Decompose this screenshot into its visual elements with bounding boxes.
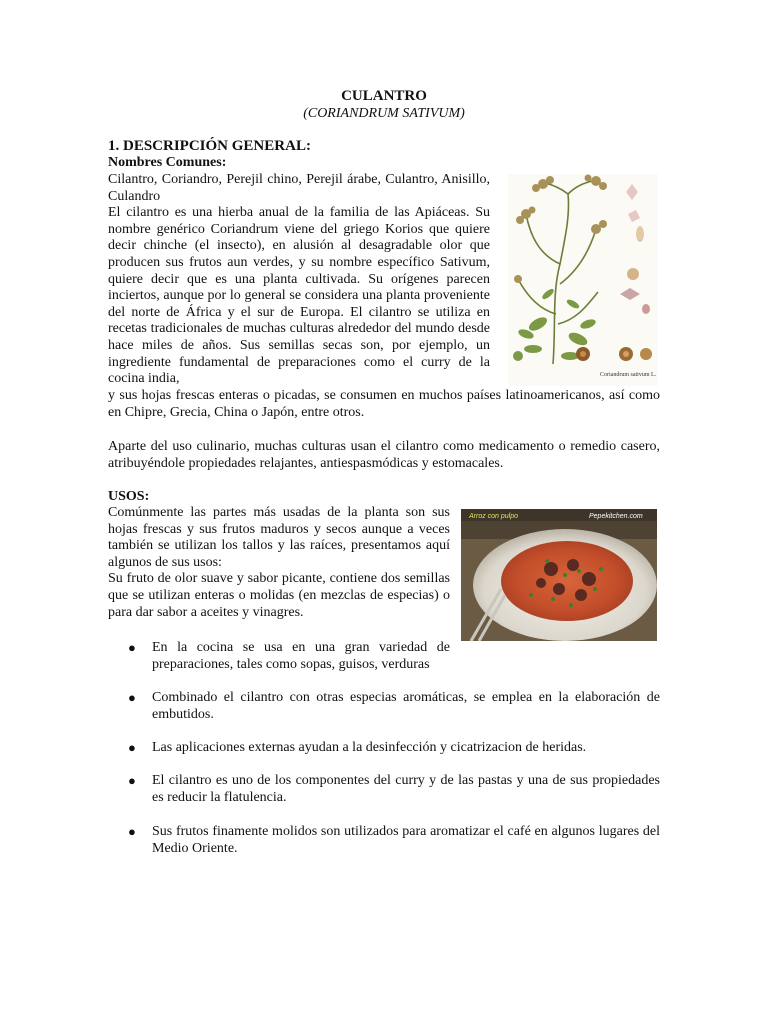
bullet-icon: ● xyxy=(128,773,136,788)
section-heading-descripcion: 1. DESCRIPCIÓN GENERAL: xyxy=(108,138,311,154)
page-subtitle: (CORIANDRUM SATIVUM) xyxy=(303,106,465,121)
common-names-text: Cilantro, Coriandro, Perejil chino, Perejil árabe, Culantro, Anisillo, Culandro xyxy=(108,172,490,204)
bullet-icon: ● xyxy=(128,640,136,655)
bullet-icon: ● xyxy=(128,740,136,755)
section-heading-usos: USOS: xyxy=(108,489,150,504)
photo-caption-left: Arroz con pulpo xyxy=(469,513,519,520)
usos-fruit-text: Su fruto de olor suave y sabor picante, contiene dos semillas que se utilizan enteras o molidas (en mezclas de especias) o para dar sabor a aceites y vinagres. xyxy=(108,571,450,620)
description-paragraph-continuation: y sus hojas frescas enteras o picadas, se consumen en muchos países latinoamericanos, así como en Chipre, Grecia, China o Japón, entre otros. xyxy=(108,388,660,420)
list-item-text: El cilantro es uno de los componentes del curry y de las pastas y una de sus propiedades es reducir la flatulencia. xyxy=(152,773,660,805)
botanical-caption: Coriandrum sativum L. xyxy=(600,372,657,378)
usos-intro-text: Comúnmente las partes más usadas de la planta son sus hojas frescas y sus frutos maduros y secos aunque a veces también se utilizan los tallos y las raíces, presentamos aquí algunos de sus usos: xyxy=(108,505,450,570)
photo-caption-right: Pepekitchen.com xyxy=(589,513,643,520)
description-paragraph: El cilantro es una hierba anual de la familia de las Apiáceas. Su nombre genérico Coriandrum viene del griego Korios que quiere decir chinche (el insecto), en alusión al desagradable olor que producen sus frutos aun verdes, y su nombre específico Sativum, quiere decir que es una planta cultivada. Su orígenes parecen inciertos, aunque por lo general se considera una planta proveniente del norte de África y el sur de Europa. El cilantro se utiliza en recetas tradicionales de muchas culturas alrededor del mundo desde hace miles de años. Sus semillas secas son, por ejemplo, un ingrediente fundamental de preparaciones como el curry de la cocina india, xyxy=(108,205,490,387)
subheading-nombres-comunes: Nombres Comunes: xyxy=(108,155,227,170)
list-item-text: Las aplicaciones externas ayudan a la desinfección y cicatrizacion de heridas. xyxy=(152,740,587,755)
usos-text-block xyxy=(108,505,450,621)
list-item-text: En la cocina se usa en una gran variedad de preparaciones, tales como sopas, guisos, verduras xyxy=(152,640,450,672)
description-text-block xyxy=(108,172,490,388)
bullet-icon: ● xyxy=(128,824,136,839)
medicinal-paragraph: Aparte del uso culinario, muchas culturas usan el cilantro como medicamento o remedio casero, atribuyéndole propiedades relajantes, antiespasmódicas y estomacales. xyxy=(108,439,660,471)
page-title: CULANTRO xyxy=(341,88,427,104)
list-item-text: Sus frutos finamente molidos son utilizados para aromatizar el café en algunos lugares del Medio Oriente. xyxy=(152,824,660,856)
list-item-text: Combinado el cilantro con otras especias aromáticas, se emplea en la elaboración de embutidos. xyxy=(152,690,660,722)
bullet-icon: ● xyxy=(128,690,136,705)
coriander-botanical-illustration xyxy=(508,174,658,386)
arroz-con-pulpo-photo xyxy=(461,509,657,641)
